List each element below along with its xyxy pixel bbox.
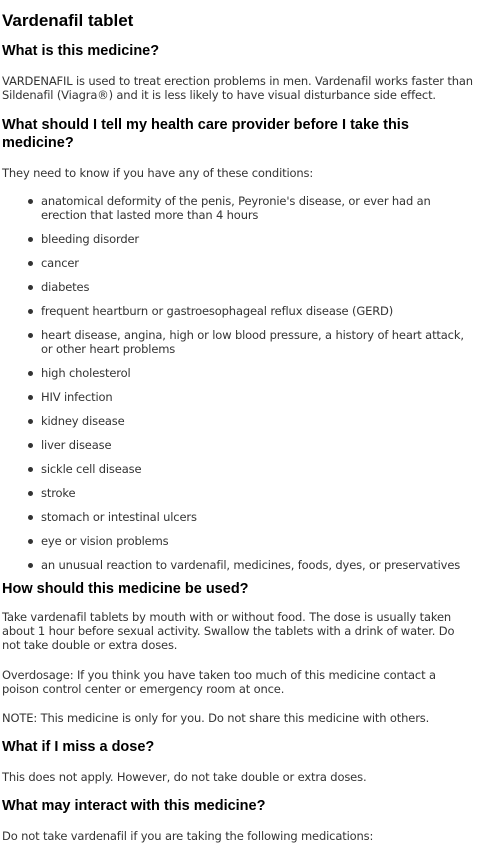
section-heading-what-is: What is this medicine?: [2, 43, 160, 59]
list-item-text: bleeding disorder: [41, 232, 139, 246]
list-item: [25, 486, 476, 500]
list-item: [25, 304, 476, 318]
list-item-text: frequent heartburn or gastroesophageal reflux disease (GERD): [41, 304, 394, 318]
list-item-text: heart disease, angina, high or low blood pressure, a history of heart attack, or other heart problems: [41, 328, 464, 356]
list-item-text: sickle cell disease: [41, 462, 142, 476]
section-paragraph: Take vardenafil tablets by mouth with or without food. The dose is usually taken about 1 hour before sexual activity. Swallow the tablets with a drink of water. Do not take double or extra doses.: [2, 610, 455, 652]
list-item-text: eye or vision problems: [41, 534, 169, 548]
section-paragraph: Do not take vardenafil if you are taking the following medications:: [2, 829, 374, 843]
section-heading-missed-dose: What if I miss a dose?: [2, 739, 155, 755]
list-item: [25, 534, 476, 548]
section-heading-tell-provider: What should I tell my health care provider before I take this medicine?: [2, 117, 409, 151]
bullet-icon: [28, 491, 33, 496]
list-item: [25, 390, 476, 404]
list-item-text: stroke: [41, 486, 76, 500]
section-paragraph: Overdosage: If you think you have taken too much of this medicine contact a poison control center or emergency room at once.: [2, 668, 436, 696]
list-item-text: an unusual reaction to vardenafil, medicines, foods, dyes, or preservatives: [41, 558, 461, 572]
section-paragraph: This does not apply. However, do not take double or extra doses.: [2, 770, 367, 784]
bullet-icon: [28, 395, 33, 400]
list-item: [25, 328, 476, 356]
bullet-icon: [28, 419, 33, 424]
bullet-icon: [28, 285, 33, 290]
list-item: [25, 232, 476, 246]
bullet-icon: [28, 237, 33, 242]
conditions-list: [2, 194, 476, 572]
list-item-text: liver disease: [41, 438, 112, 452]
section-heading-interactions: What may interact with this medicine?: [2, 798, 266, 814]
list-item-text: kidney disease: [41, 414, 125, 428]
bullet-icon: [28, 309, 33, 314]
list-item-text: anatomical deformity of the penis, Peyronie's disease, or ever had an erection that lasted more than 4 hours: [41, 194, 431, 222]
bullet-icon: [28, 467, 33, 472]
list-item: [25, 194, 476, 222]
list-item-text: HIV infection: [41, 390, 113, 404]
list-item: [25, 280, 476, 294]
list-item: [25, 366, 476, 380]
bullet-icon: [28, 539, 33, 544]
list-item: [25, 462, 476, 476]
list-item-text: high cholesterol: [41, 366, 131, 380]
list-item: [25, 510, 476, 524]
section-paragraph: NOTE: This medicine is only for you. Do not share this medicine with others.: [2, 711, 430, 725]
list-item-text: stomach or intestinal ulcers: [41, 510, 197, 524]
list-item: [25, 558, 476, 572]
bullet-icon: [28, 261, 33, 266]
list-item: [25, 438, 476, 452]
section-heading-how-used: How should this medicine be used?: [2, 581, 249, 597]
list-item: [25, 256, 476, 270]
bullet-icon: [28, 515, 33, 520]
bullet-icon: [28, 371, 33, 376]
list-item-text: cancer: [41, 256, 79, 270]
section-paragraph: VARDENAFIL is used to treat erection problems in men. Vardenafil works faster than Sildenafil (Viagra®) and it is less likely to have visual disturbance side effect.: [2, 74, 473, 102]
conditions-intro: They need to know if you have any of these conditions:: [2, 166, 314, 180]
bullet-icon: [28, 199, 33, 204]
list-item-text: diabetes: [41, 280, 90, 294]
bullet-icon: [28, 333, 33, 338]
list-item: [25, 414, 476, 428]
bullet-icon: [28, 443, 33, 448]
page-title: Vardenafil tablet: [2, 11, 134, 30]
bullet-icon: [28, 563, 33, 568]
